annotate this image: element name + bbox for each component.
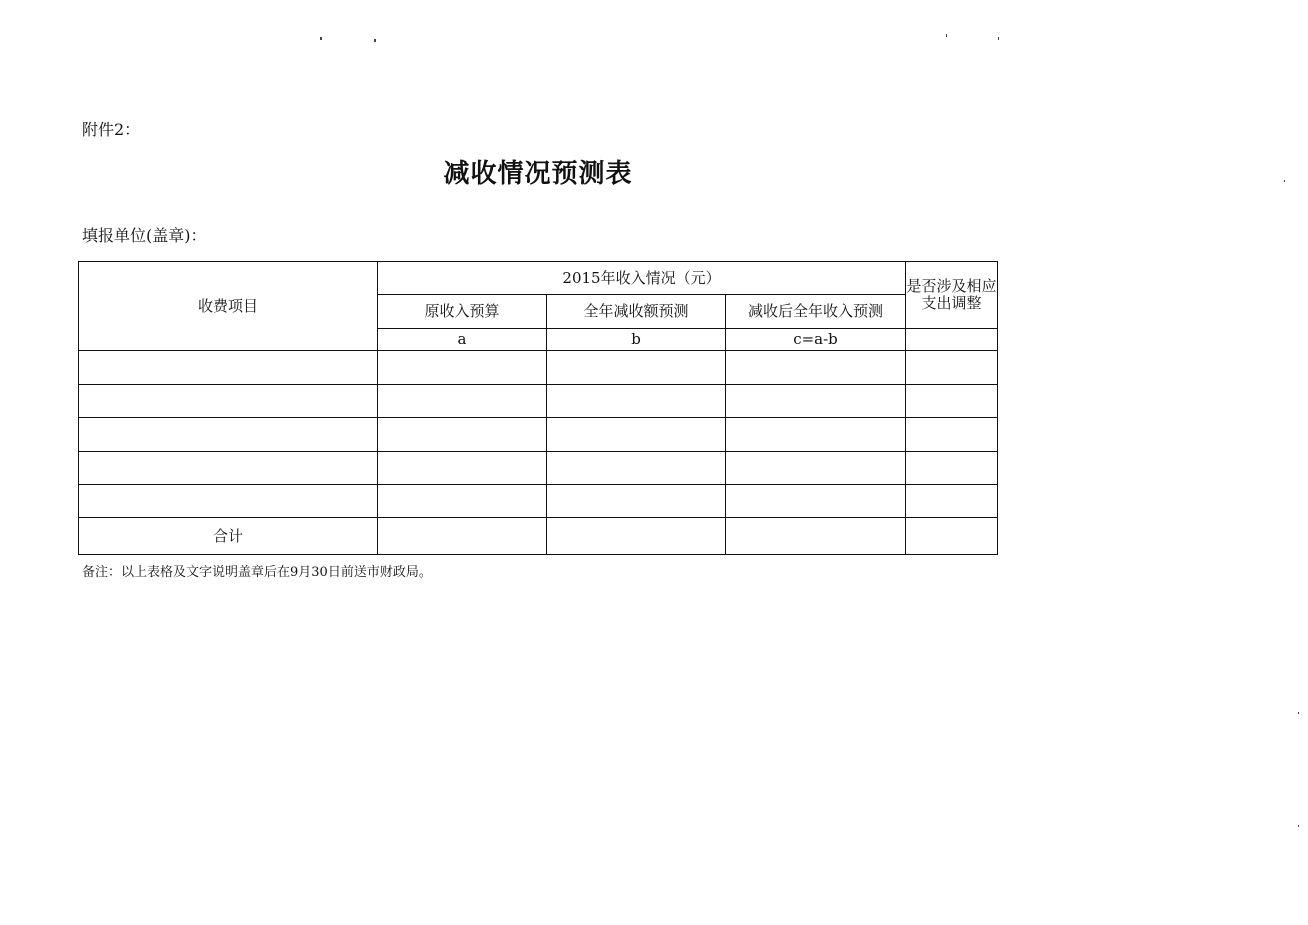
table-cell <box>547 351 726 384</box>
revenue-reduction-table <box>78 261 998 555</box>
table-cell <box>378 418 547 451</box>
table-cell <box>547 384 726 417</box>
table-cell <box>906 384 998 417</box>
item-header: 收费项目 <box>79 262 378 351</box>
table-cell <box>547 518 726 555</box>
table-cell <box>726 351 906 384</box>
table-cell <box>79 384 378 417</box>
total-row <box>79 518 998 555</box>
table-cell <box>547 485 726 518</box>
table-cell <box>79 418 378 451</box>
document-title: 减收情况预测表 <box>443 159 633 189</box>
table-cell <box>378 384 547 417</box>
table-row <box>79 485 998 518</box>
post-reduction-forecast-header: 减收后全年收入预测 <box>726 295 906 328</box>
scan-speck <box>1284 180 1285 182</box>
table-row <box>79 418 998 451</box>
column-code-a: a <box>378 328 547 350</box>
table-cell <box>906 328 998 350</box>
table-cell <box>378 518 547 555</box>
scan-speck <box>946 34 947 37</box>
table-cell <box>906 451 998 484</box>
table-cell <box>79 485 378 518</box>
adjustment-header: 是否涉及相应支出调整 <box>906 262 998 329</box>
table-cell <box>726 451 906 484</box>
table-cell <box>906 485 998 518</box>
table-cell <box>79 451 378 484</box>
table-cell <box>726 384 906 417</box>
table-cell <box>547 451 726 484</box>
table-cell <box>79 351 378 384</box>
table-cell <box>906 418 998 451</box>
table-cell <box>378 485 547 518</box>
table-cell <box>378 351 547 384</box>
table-cell <box>547 418 726 451</box>
attachment-label: 附件2： <box>82 120 141 139</box>
column-code-c: c=a-b <box>726 328 906 350</box>
table-header-row-1 <box>79 262 998 295</box>
column-code-b: b <box>547 328 726 350</box>
original-budget-header: 原收入预算 <box>378 295 547 328</box>
table-row <box>79 384 998 417</box>
scan-speck <box>1298 825 1299 827</box>
table-cell <box>906 518 998 555</box>
reporting-unit-label: 填报单位(盖章)： <box>82 226 207 245</box>
income-group-header: 2015年收入情况（元） <box>378 262 906 295</box>
scan-speck <box>320 37 322 40</box>
footer-note: 备注：以上表格及文字说明盖章后在9月30日前送市财政局。 <box>82 565 432 580</box>
annual-reduction-header: 全年减收额预测 <box>547 295 726 328</box>
table-cell <box>726 518 906 555</box>
total-label: 合计 <box>79 518 378 555</box>
table-cell <box>906 351 998 384</box>
table-row <box>79 451 998 484</box>
scan-speck <box>998 37 999 40</box>
table-row <box>79 351 998 384</box>
scan-speck <box>1298 712 1299 714</box>
table-cell <box>378 451 547 484</box>
table-cell <box>726 418 906 451</box>
scan-speck <box>374 39 376 42</box>
table-cell <box>726 485 906 518</box>
